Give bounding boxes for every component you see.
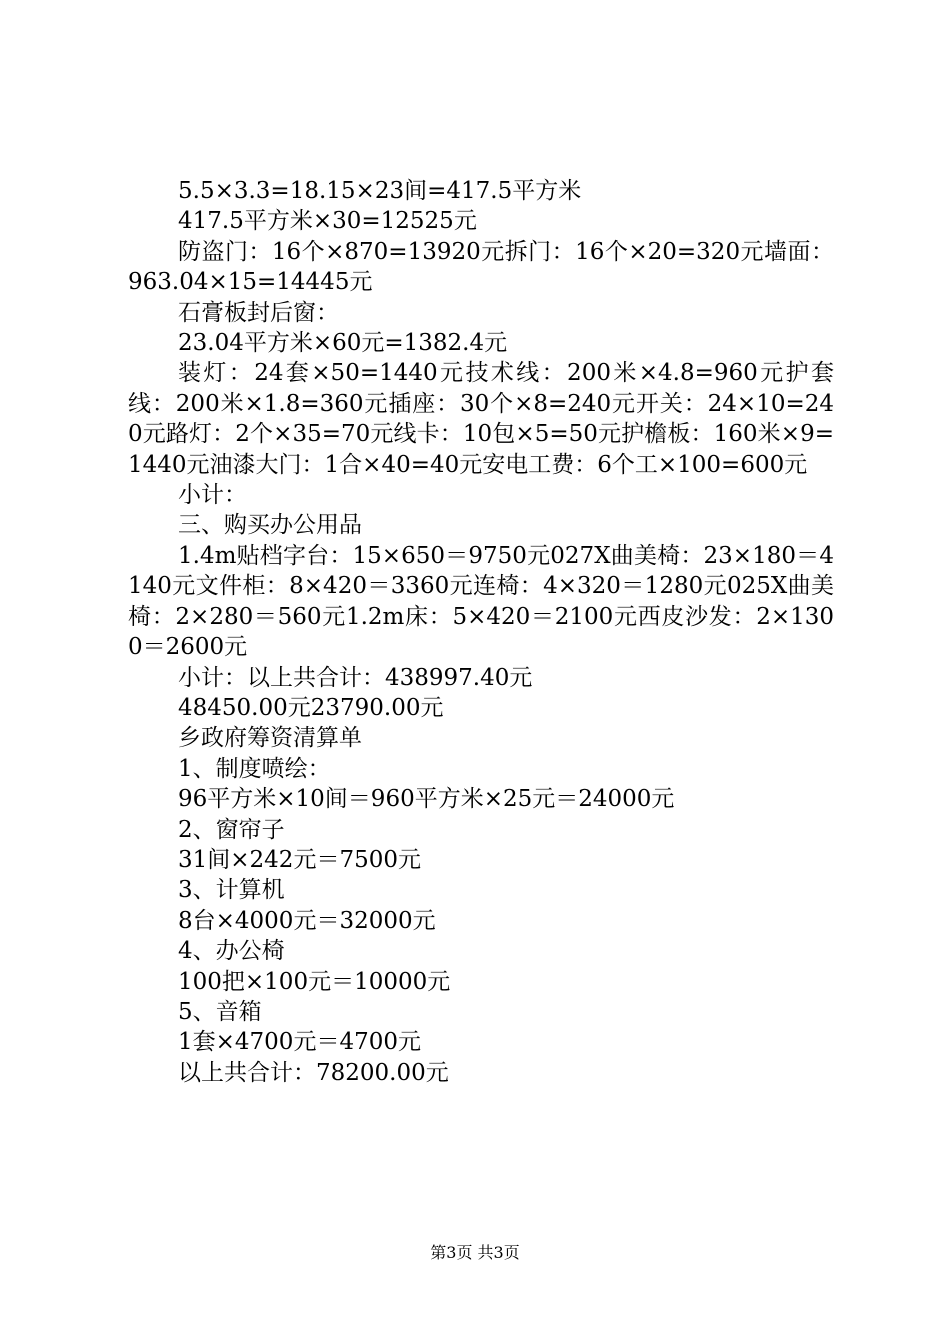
section-heading-office-supplies: 三、购买办公用品	[178, 512, 362, 539]
paragraph-1: 5.5×3.3=18.15×23间=417.5平方米	[178, 178, 582, 204]
page-footer: 第3页 共3页	[430, 1243, 520, 1262]
paragraph-2: 417.5平方米×30=12525元	[178, 208, 477, 235]
paragraph-13: 1、制度喷绘：	[178, 755, 331, 782]
section-heading-settlement: 乡政府筹资清算单	[178, 725, 362, 752]
paragraph-15: 2、窗帘子	[178, 816, 285, 843]
paragraph-19: 4、办公椅	[178, 938, 285, 965]
paragraph-9: 1.4m贴档字台：15×650＝9750元027X曲美椅：23×180＝4140元文件柜：8×420＝3360元连椅：4×320＝1280元025X曲美椅：2×280＝560元1.2m床：5×420＝2100元西皮沙发：2×1300＝2600元	[128, 542, 834, 661]
paragraph-21: 5、音箱	[178, 998, 262, 1025]
paragraph-17: 3、计算机	[178, 877, 285, 904]
paragraph-10: 小计：以上共合计：438997.40元	[178, 664, 533, 691]
paragraph-3: 防盗门：16个×870=13920元拆门：16个×20=320元墙面：963.04×15=14445元	[128, 238, 834, 296]
paragraph-11: 48450.00元23790.00元	[178, 694, 444, 721]
paragraph-5: 23.04平方米×60元=1382.4元	[178, 330, 508, 357]
grand-total: 以上共合计：78200.00元	[178, 1059, 449, 1086]
paragraph-7: 小计：	[178, 482, 247, 509]
document-body	[128, 176, 834, 1088]
paragraph-16: 31间×242元＝7500元	[178, 846, 421, 873]
paragraph-4: 石膏板封后窗：	[178, 299, 339, 326]
paragraph-22: 1套×4700元＝4700元	[178, 1029, 421, 1056]
paragraph-18: 8台×4000元＝32000元	[178, 907, 436, 934]
paragraph-14: 96平方米×10间＝960平方米×25元＝24000元	[178, 786, 675, 813]
paragraph-6: 装灯：24套×50=1440元技术线：200米×4.8=960元护套线：200米×1.8=360元插座：30个×8=240元开关：24×10=240元路灯：2个×35=70元线卡：10包×5=50元护檐板：160米×9=1440元油漆大门：1合×40=40元安电工费：6个工×100=600元	[128, 360, 834, 478]
paragraph-20: 100把×100元＝10000元	[178, 968, 451, 995]
